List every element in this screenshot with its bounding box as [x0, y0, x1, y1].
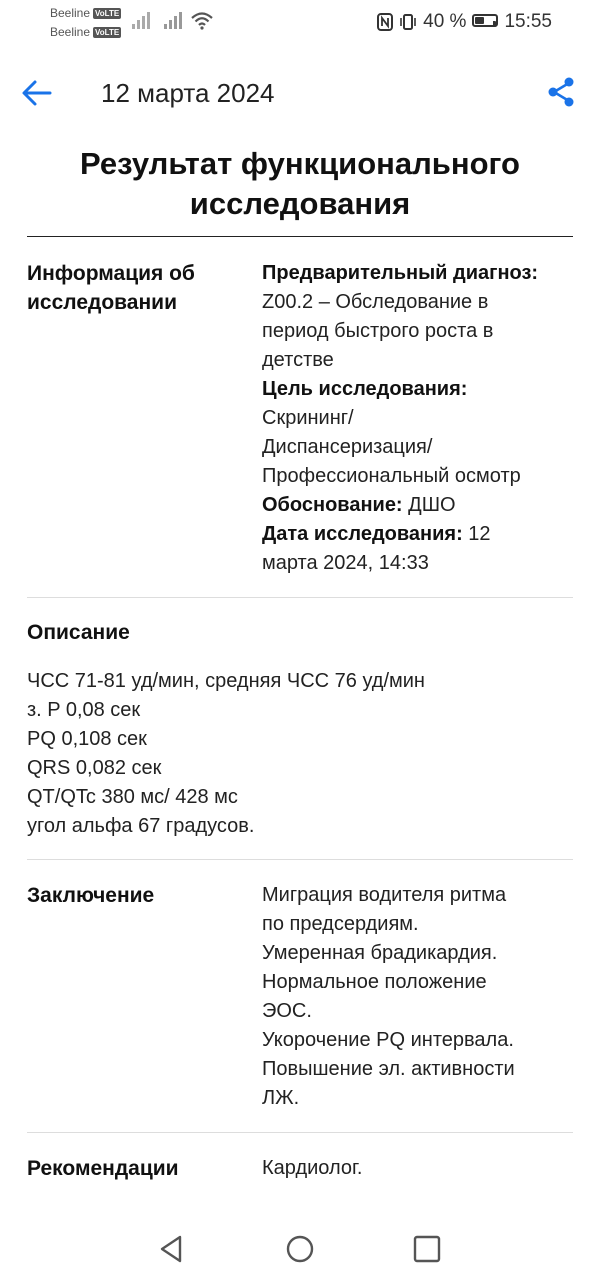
carrier-1 [50, 6, 121, 20]
carrier-2-name: Beeline [50, 25, 91, 39]
description-label: Описание [27, 621, 130, 644]
description-line: з. P 0,08 сек [27, 699, 141, 721]
description-line: угол альфа 67 градусов. [27, 815, 255, 837]
description-line: PQ 0,108 сек [27, 728, 147, 750]
page-title-line-1: Результат функционального [80, 146, 520, 181]
section-divider [27, 859, 573, 860]
volte-badge-1: VoLTE [95, 9, 120, 18]
carrier-2 [50, 25, 121, 39]
volte-badge-2: VoLTE [95, 28, 120, 37]
square-recents-icon[interactable] [411, 1233, 443, 1265]
system-nav-bar [0, 1225, 600, 1275]
purpose-line: Профессиональный осмотр [262, 465, 521, 487]
nfc-icon [377, 13, 393, 31]
signal-icon-2 [163, 10, 183, 30]
info-label-line-2: исследовании [27, 291, 177, 314]
study-date-value: 12 [462, 523, 491, 545]
title-divider [27, 236, 573, 237]
conclusion-line: ЛЖ. [262, 1087, 300, 1109]
info-label-line-1: Информация об [27, 262, 195, 285]
status-bar [0, 0, 600, 46]
share-icon[interactable] [546, 76, 576, 108]
purpose-line: Диспансеризация/ [262, 436, 433, 458]
info-section-value [262, 259, 562, 578]
reason-value: ДШО [402, 494, 456, 516]
app-bar [0, 70, 600, 116]
wifi-icon [190, 10, 214, 30]
page-title [27, 144, 573, 224]
section-divider [27, 1132, 573, 1133]
header-date: 12 марта 2024 [101, 78, 275, 108]
page-title-line-2: исследования [189, 186, 411, 221]
diagnosis-line: период быстрого роста в [262, 320, 494, 342]
conclusion-label: Заключение [27, 884, 155, 907]
status-right [377, 10, 552, 34]
recommendations-value: Кардиолог. [262, 1157, 363, 1179]
triangle-back-icon[interactable] [156, 1233, 188, 1265]
conclusion-text [262, 881, 562, 1113]
conclusion-line: Укорочение PQ интервала. [262, 1029, 514, 1051]
conclusion-line: Повышение эл. активности [262, 1058, 515, 1080]
conclusion-line: по предсердиям. [262, 913, 419, 935]
battery-icon [472, 10, 498, 34]
conclusion-line: Нормальное положение [262, 971, 487, 993]
arrow-left-icon[interactable] [20, 76, 54, 110]
signal-icon-1 [131, 10, 151, 30]
study-date-value-cont: марта 2024, 14:33 [262, 552, 429, 574]
circle-home-icon[interactable] [284, 1233, 316, 1265]
conclusion-line: ЭОС. [262, 1000, 312, 1022]
conclusion-line: Умеренная брадикардия. [262, 942, 498, 964]
purpose-label: Цель исследования: [262, 378, 468, 400]
study-date-label: Дата исследования: [262, 523, 463, 545]
diagnosis-line: Z00.2 – Обследование в [262, 291, 489, 313]
vibrate-icon [399, 13, 417, 31]
conclusion-line: Миграция водителя ритма [262, 884, 507, 906]
description-text [27, 667, 573, 841]
section-divider [27, 597, 573, 598]
clock: 15:55 [504, 11, 552, 32]
description-line: QRS 0,082 сек [27, 757, 162, 779]
diagnosis-label: Предварительный диагноз: [262, 262, 539, 284]
battery-percent: 40 % [423, 11, 467, 32]
reason-label: Обоснование: [262, 494, 403, 516]
info-section-label [27, 259, 247, 317]
diagnosis-line: детстве [262, 349, 334, 371]
purpose-line: Скрининг/ [262, 407, 354, 429]
carrier-1-name: Beeline [50, 6, 91, 20]
recommendations-label: Рекомендации [27, 1157, 179, 1180]
description-line: QT/QTc 380 мс/ 428 мс [27, 786, 238, 808]
description-line: ЧСС 71-81 уд/мин, средняя ЧСС 76 уд/мин [27, 670, 425, 692]
